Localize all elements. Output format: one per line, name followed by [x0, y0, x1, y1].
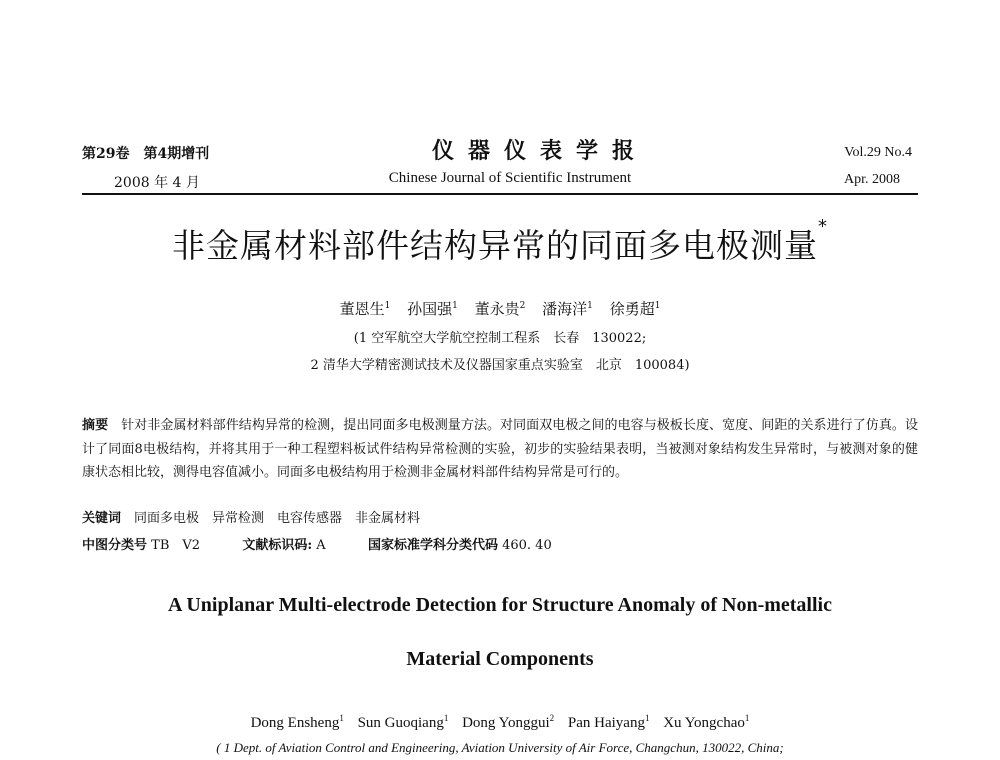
subject-code-label: 国家标准学科分类代码 [367, 538, 498, 553]
paper-title-cn [0, 216, 1000, 267]
abstract-cn [82, 414, 918, 485]
header-divider [82, 193, 918, 195]
author-en: Sun Guoqiang$^1$ [357, 713, 449, 731]
clc-label: 中图分类号 [82, 538, 148, 553]
author-list-cn [0, 298, 1000, 319]
author-cn: 潘海洋$^1$ [542, 300, 593, 318]
classification-line [82, 534, 552, 553]
affiliation-cn-1: (1 空军航空大学航空控制工程系 长春 130022; [353, 331, 647, 346]
paper-title-en-line1: A Uniplanar Multi-electrode Detection for Structure Anomaly of Non-metallic [168, 594, 832, 616]
author-en: Dong Yonggui$^2$ [462, 713, 555, 731]
journal-date-cn: 2008 年 4 月 [114, 175, 200, 191]
doc-code-value: A [316, 538, 326, 553]
journal-name-en: Chinese Journal of Scientific Instrument [388, 170, 632, 186]
doc-code-label: 文献标识码: [242, 538, 313, 553]
journal-name-cn: 仪器仪表学报 [431, 138, 648, 164]
paper-title-en-line2: Material Components [406, 648, 594, 670]
author-en: Dong Ensheng$^1$ [250, 713, 344, 731]
author-en: Xu Yongchao$^1$ [663, 713, 750, 731]
author-en: Pan Haiyang$^1$ [567, 713, 650, 731]
author-cn: 董恩生$^1$ [339, 300, 391, 318]
abstract-label: 摘要 [82, 418, 109, 433]
paper-title-cn-text: 非金属材料部件结构异常的同面多电极测量 [172, 226, 818, 265]
keywords-label: 关键词 [82, 511, 122, 526]
author-cn: 徐勇超$^1$ [609, 300, 661, 318]
keywords-cn [82, 507, 420, 526]
author-cn: 董永贵$^2$ [474, 300, 526, 318]
journal-date-en: Apr. 2008 [844, 172, 900, 187]
clc-value: TB V2 [151, 538, 201, 553]
abstract-text: 针对非金属材料部件结构异常的检测，提出同面多电极测量方法。对同面双电极之间的电容与极板长度、宽度、间距的关系进行了仿真。设计了同面8电极结构，并将其用于一种工程塑料板试件结构异常检测的实验，初步的实验结果表明，当被测对象结构发生异常时，与被测对象的健康状态相比较，测得电容值减小。同面多电极结构用于检测非金属材料部件结构异常是可行的。 [82, 418, 918, 480]
author-cn: 孙国强$^1$ [407, 300, 458, 318]
journal-volume-issue-cn: 第29卷 第4期增刊 [82, 146, 210, 162]
affiliation-cn-2: 2 清华大学精密测试技术及仪器国家重点实验室 北京 100084) [310, 358, 690, 373]
title-footnote-mark: * [818, 216, 828, 237]
journal-volume-issue-en: Vol.29 No.4 [844, 145, 912, 160]
author-list-en [0, 713, 1000, 732]
affiliation-en-1: ( 1 Dept. of Aviation Control and Engineering, Aviation University of Air Force, Changchun, 130022, China; [216, 740, 784, 755]
subject-code-value: 460. 40 [502, 538, 552, 553]
keywords-text: 同面多电极 异常检测 电容传感器 非金属材料 [134, 511, 421, 526]
